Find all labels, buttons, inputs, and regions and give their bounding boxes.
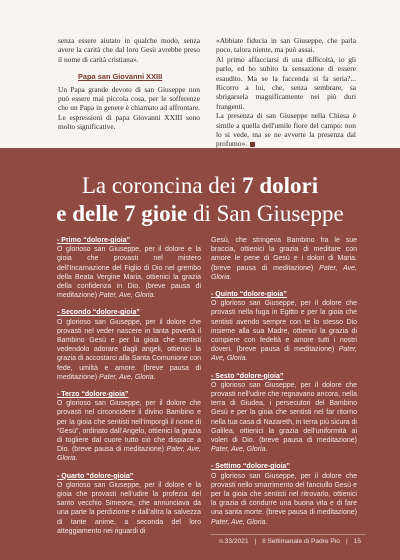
title-line-1-prefix: La coroncina dei xyxy=(81,173,243,198)
prayer-section-7 xyxy=(211,462,357,526)
section-heading: - Quarto “dolore-gioia” xyxy=(57,472,134,480)
section-prayers: Pater, Ave, Gloria. xyxy=(57,446,201,463)
top-left-paragraph-1: senza essere aiutato in qualche modo, senza avere la carità che dal loro Gesù avrebbe preso il nome di carità cristiana». xyxy=(58,36,200,64)
section-heading: - Quinto “dolore-gioia” xyxy=(211,291,287,299)
prayer-section-1 xyxy=(57,236,201,300)
section-text: O glorioso san Giuseppe, per il dolore e la gioia che provasti nel mistero dell’Incarnazione del Figlio di Dio nel grembo della Beata Vergine Maria, ottienici la grazia della confidenza in Dio. (breve pausa di meditazione) xyxy=(57,246,201,300)
prayer-left-column xyxy=(57,236,201,544)
section-text: O glorioso san Giuseppe, per il dolore che provasti nell’udire che regnavano ancora, nella terra di Giudea, i persecutori del Bambino Gesù e per la gioia che sentisti nel far ritorno nella tua casa di Nazareth, in terra più sicura di Galilea, ottienici la grazia dell’uniformità ai voleri di Dio. (breve pausa di meditazione) xyxy=(211,381,357,445)
section-prayers: Pater, Ave, Gloria. xyxy=(99,292,156,300)
section-prayers: Pater, Ave, Gloria. xyxy=(211,346,357,363)
section-heading: - Settimo “dolore-gioia” xyxy=(211,463,290,471)
section-text: Gesù, che stringeva Bambino fra le sue braccia, ottienici la grazia di meditare con amore le pene di Gesù e i dolori di Maria. (breve pausa di meditazione) xyxy=(211,237,357,272)
section-prayers: Pater, Ave, Gloria. xyxy=(211,446,268,454)
page-number: 15 xyxy=(353,538,361,545)
section-heading: - Sesto “dolore-gioia” xyxy=(211,372,284,380)
top-left-column xyxy=(58,36,200,132)
section-subheading: Papa san Giovanni XXIII xyxy=(78,72,163,82)
prayer-section-3 xyxy=(57,390,201,464)
section-heading: - Secondo “dolore-gioia” xyxy=(57,309,140,317)
prayer-section-6 xyxy=(211,372,357,455)
title-line-1-bold: 7 dolori xyxy=(242,173,319,198)
footer-divider xyxy=(210,534,366,535)
section-prayers: Pater, Ave, Gloria. xyxy=(211,264,357,281)
prayer-right-column xyxy=(211,236,357,535)
top-right-paragraph-2: Al primo affacciarsi di una difficoltà, io gli parlo, ed ho subito la sensazione di essere esaudito. Ma se la faccenda si fa seria?... Ricorro a lui, che, senza sembrare, sa sbrigarsela magnificamente nei più duri frangenti. xyxy=(216,54,356,111)
magazine-name: Il Settimanale di Padre Pio xyxy=(262,538,340,545)
prayer-section-2 xyxy=(57,308,201,382)
section-prayers: Pater, Ave, Gloria. xyxy=(211,518,268,526)
section-heading: - Terzo “dolore-gioia” xyxy=(57,391,129,399)
footer-text xyxy=(216,538,364,545)
top-right-column xyxy=(216,36,356,149)
top-right-paragraph-3-text: La presenza di san Giuseppe nella Chiesa è simile a quella dell'umile fiore del campo: non lo si vede, ma se ne avverte la presenza dal profumo». xyxy=(216,111,356,149)
top-left-paragraph-2: Un Papa grande devoto di san Giuseppe non può essere mai piccola cosa, per le sofferenze che un Papa in genere è chiamato ad affrontare. Le espressioni di papa Giovanni XXIII sono molto significative. xyxy=(58,84,200,132)
prayer-title xyxy=(0,172,400,228)
page-footer xyxy=(0,524,400,560)
top-right-paragraph-1: «Abbiate fiducia in san Giuseppe, che parla poco, talora niente, ma può assai. xyxy=(216,36,356,55)
prayer-title-line-2 xyxy=(0,200,400,228)
section-prayers: Pater, Ave, Gloria. xyxy=(99,373,156,381)
section-text: O glorioso san Giuseppe, per il dolore e la gioia che provasti nell’udire la profezia del santo vecchio Simeone, che annunciava da una parte la perdizione e dall’altra la salvezza di tante anime, a seconda del loro atteggiamento nei riguardi di xyxy=(57,481,201,535)
prayer-title-line-1 xyxy=(0,172,400,200)
prayer-section-4-continued xyxy=(211,236,357,282)
end-of-article-mark xyxy=(250,142,255,147)
footer-separator: | xyxy=(345,538,348,545)
prayer-section-5 xyxy=(211,290,357,364)
section-text: O glorioso san Giuseppe, per il dolore che provasti nel veder nascere in tanta povertà il Bambino Gesù e per la gioia che sentisti vedendolo adorare dagli angeli, ottienici la grazia di accostarci alla Santa Comunione con fede, umiltà e amore. (breve pausa di meditazione) xyxy=(57,318,201,381)
title-line-2-suffix: di San Giuseppe xyxy=(187,201,344,226)
issue-number: n.33/2021 xyxy=(219,538,249,545)
section-text: O glorioso san Giuseppe, per il dolore che provasti nel circoncidere il divino Bambino e per la gioia che sentisti nell’imporgli il nome di “Gesù”, ordinato dall’Angelo, ottienici la grazia di togliere dal cuore tutto ciò che dispiace a Dio. (breve pausa di meditazione) xyxy=(57,400,201,454)
section-text: O glorioso san Giuseppe, per il dolore che provasti nella fuga in Egitto e per la gioia che sentisti avendo sempre con te lo stesso Dio insieme alla sua Madre, ottienici la grazia di compiere con fedeltà e amore tutti i nostri doveri. (breve pausa di meditazione) xyxy=(211,300,357,354)
title-line-2-bold: e delle 7 gioie xyxy=(56,201,188,226)
footer-separator: | xyxy=(254,538,257,545)
section-text: O glorioso san Giuseppe, per il dolore che provasti nello smarrimento del fanciullo Gesù e per la gioia che sentisti nel ritrovarlo, ottienici la grazia di condurre una buona vita e di fare una santa morte. (breve pausa di meditazione) xyxy=(211,472,357,517)
section-heading: - Primo “dolore-gioia” xyxy=(57,237,131,244)
top-right-paragraph-3 xyxy=(216,111,356,149)
